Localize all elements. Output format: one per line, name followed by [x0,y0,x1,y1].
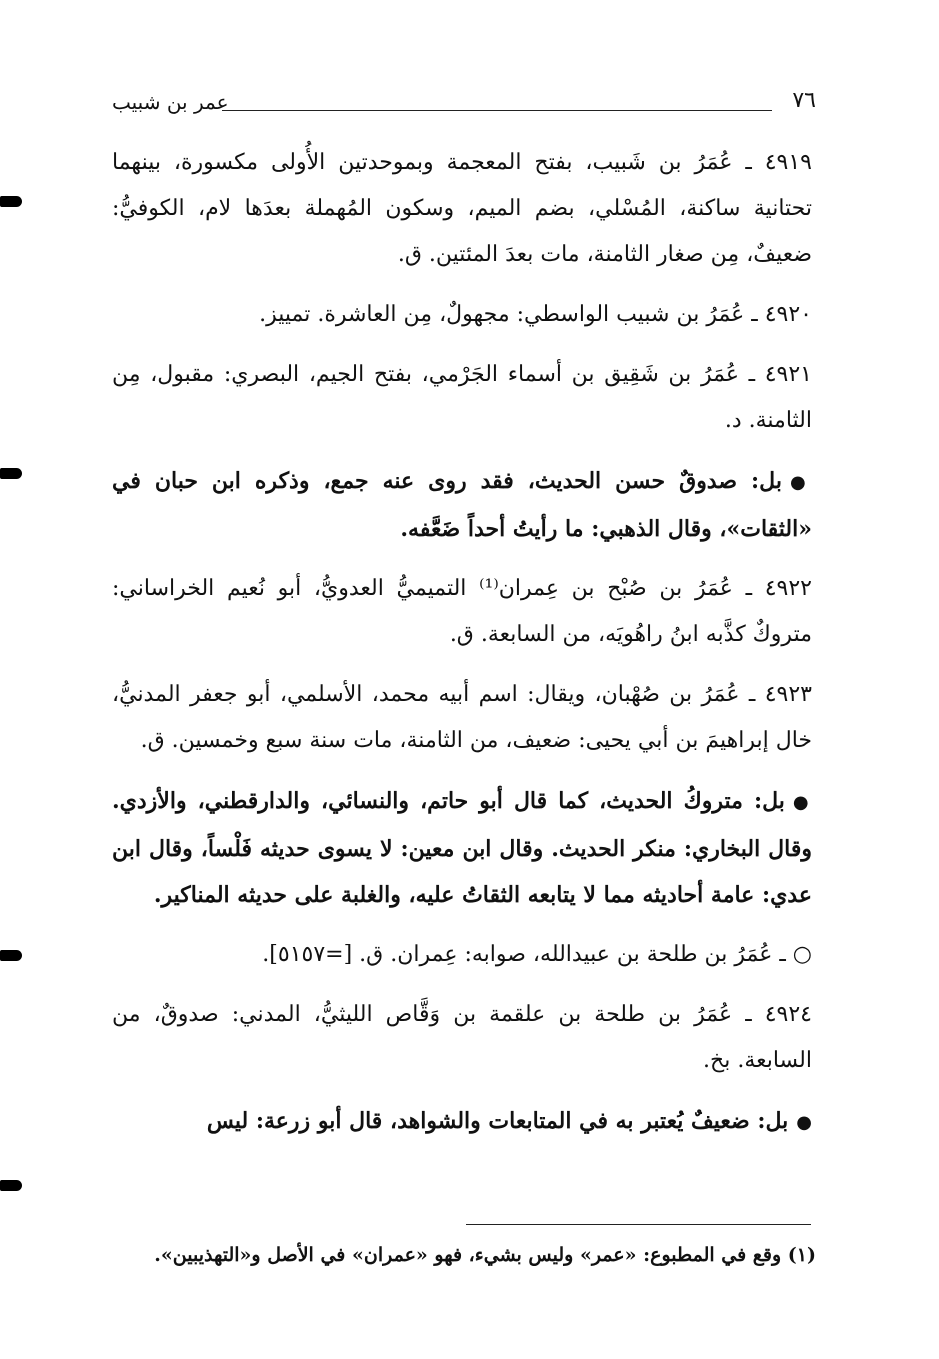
margin-mark [0,468,22,479]
header-rule [222,110,772,111]
footnote: (١) وقع في المطبوع: «عمر» وليس بشيء، فهو «عمران» في الأصل و«التهذيبين». [154,1244,816,1266]
entry-4919: ٤٩١٩ ـ عُمَرُ بن شَبيب، بفتح المعجمة وبموحدتين الأُولى مكسورة، بينهما تحتانية ساكنة، المُسْلي، بضم الميم، وسكون المُهملة بعدَها لام، الكوفيُّ: ضعيفٌ، مِن صغار الثامنة، مات بعدَ المئتين. ق. [112,150,812,267]
reference-entry: ○ ـ عُمَرُ بن طلحة بن عبيدالله، صوابه: عِمران. ق. [=٥١٥٧]. [262,942,812,967]
bullet-icon: ● [789,472,812,493]
footnote-rule [466,1224,811,1225]
entry-4924: ٤٩٢٤ ـ عُمَرُ بن طلحة بن علقمة بن وَقَّاص الليثيُّ، المدني: صدوقٌ، من السابعة. بخ. [112,1002,812,1073]
entry-4921: ٤٩٢١ ـ عُمَرُ بن شَقِيق بن أسماء الجَرْمي، بفتح الجيم، البصري: مقبول، مِن الثامنة. د. [112,362,812,433]
entry-4920: ٤٩٢٠ ـ عُمَرُ بن شبيب الواسطي: مجهولٌ، مِن العاشرة. تمييز. [259,302,812,327]
bullet-icon: ● [796,1112,812,1133]
page-body [112,140,812,1160]
bullet-note [112,458,812,552]
page-header [112,88,816,124]
bullet-icon: ● [792,792,812,813]
bullet-note [112,778,812,918]
page-number: ٧٦ [792,88,816,113]
entry-4922: ٤٩٢٢ ـ عُمَرُ بن صُبْح بن عِمران⁽¹⁾ التميميُّ العدويُّ، أبو نُعيم الخراساني: متروكٌ كذَّبه ابنُ راهُويَه، من السابعة. ق. [112,576,812,647]
bullet-note [112,1098,812,1146]
margin-mark [0,950,22,961]
running-title: عمر بن شبيب [112,90,229,114]
entry-4923: ٤٩٢٣ ـ عُمَرُ بن صُهْبان، ويقال: اسم أبيه محمد، الأسلمي، أبو جعفر المدنيُّ، خال إبراهيمَ بن أبي يحيى: ضعيف، من الثامنة، مات سنة سبع وخمسين. ق. [112,682,812,753]
bullet-text: بل: متروكُ الحديث، كما قال أبو حاتم، والنسائي، والدارقطني، والأزدي. وقال البخاري: منكر الحديث. وقال ابن معين: لا يسوى حديثه فَلْساً، وقال ابن عدي: عامة أحاديثه مما لا يتابعه الثقاتُ عليه، والغلبة على حديثه المناكير. [112,788,812,908]
bullet-text: بل: ضعيفٌ يُعتبر به في المتابعات والشواهد، قال أبو زرعة: ليس [206,1108,789,1134]
bullet-text: بل: صدوقٌ حسن الحديث، فقد روى عنه جمع، وذكره ابن حبان في «الثقات»، وقال الذهبي: ما رأيتُ أحداً ضَعَّفه. [112,468,812,542]
margin-mark [0,1180,22,1191]
margin-mark [0,196,22,207]
